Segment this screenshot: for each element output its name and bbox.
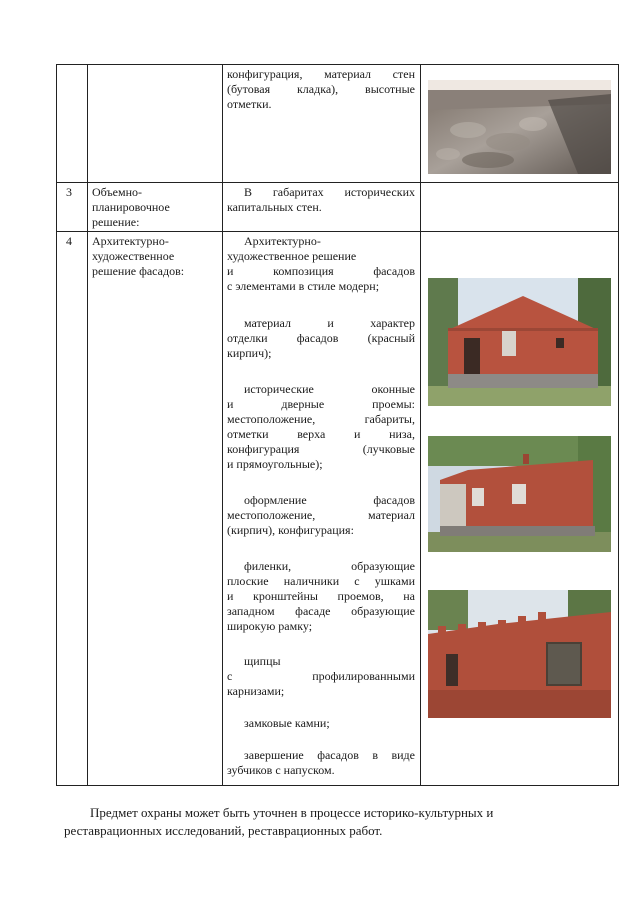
row-title-line: решение фасадов: [92, 264, 185, 278]
row-title-line: планировочное [92, 200, 170, 214]
text-line: замковые камни; [244, 716, 330, 730]
text-line: плоские наличники с ушками [227, 574, 415, 588]
text-line: с элементами в стиле модерн; [227, 279, 380, 293]
text-line: местоположение, материал [227, 508, 415, 522]
text-line: (бутовая кладка), высотные [227, 82, 415, 96]
footer-line-1: Предмет охраны может быть уточнен в процессе историко-культурных и [90, 805, 494, 820]
row-number-4: 4 [66, 234, 72, 248]
row-title-line: художественное [92, 249, 175, 263]
text-line: конфигурация (лучковые [227, 442, 415, 456]
text-line: конфигурация, материал стен [227, 67, 415, 81]
text-line: карнизами; [227, 684, 285, 698]
text-line: материал и характер [244, 316, 415, 330]
text-line: Архитектурно- [244, 234, 321, 248]
text-line: щипцы [244, 654, 281, 668]
footer-note [64, 804, 584, 840]
row-title-line: Архитектурно- [92, 234, 169, 248]
text-line: завершение фасадов в виде [244, 748, 415, 762]
text-line: отметки верха и низа, [227, 427, 415, 441]
text-line: зубчиков с напуском. [227, 763, 335, 777]
row-title-line: Объемно- [92, 185, 143, 199]
brick-facade-photo-2 [428, 436, 611, 552]
text-line: кирпич); [227, 346, 272, 360]
text-line: (кирпич), конфигурация: [227, 523, 354, 537]
row-number-3: 3 [66, 185, 72, 199]
brick-facade-photo-3 [428, 590, 611, 718]
text-line: филенки, образующие [244, 559, 415, 573]
text-line: капитальных стен. [227, 200, 322, 214]
footer-line-2: реставрационных исследований, реставрационных работ. [64, 823, 383, 838]
stone-wall-photo [428, 80, 611, 174]
text-line: оформление фасадов [244, 493, 415, 507]
text-line: художественное решение [227, 249, 357, 263]
row-title-line: решение: [92, 215, 140, 229]
text-line: и кронштейны проемов, на [227, 589, 415, 603]
text-line: западном фасаде образующие [227, 604, 415, 618]
text-line: широкую рамку; [227, 619, 313, 633]
text-line: и прямоугольные); [227, 457, 323, 471]
text-line: исторические оконные [244, 382, 415, 396]
text-line: и композиция фасадов [227, 264, 415, 278]
text-line: В габаритах исторических [244, 185, 415, 199]
text-line: с профилированными [227, 669, 415, 683]
brick-facade-photo-1 [428, 278, 611, 406]
text-line: местоположение, габариты, [227, 412, 415, 426]
text-line: отделки фасадов (красный [227, 331, 415, 345]
text-line: отметки. [227, 97, 272, 111]
text-line: и дверные проемы: [227, 397, 415, 411]
